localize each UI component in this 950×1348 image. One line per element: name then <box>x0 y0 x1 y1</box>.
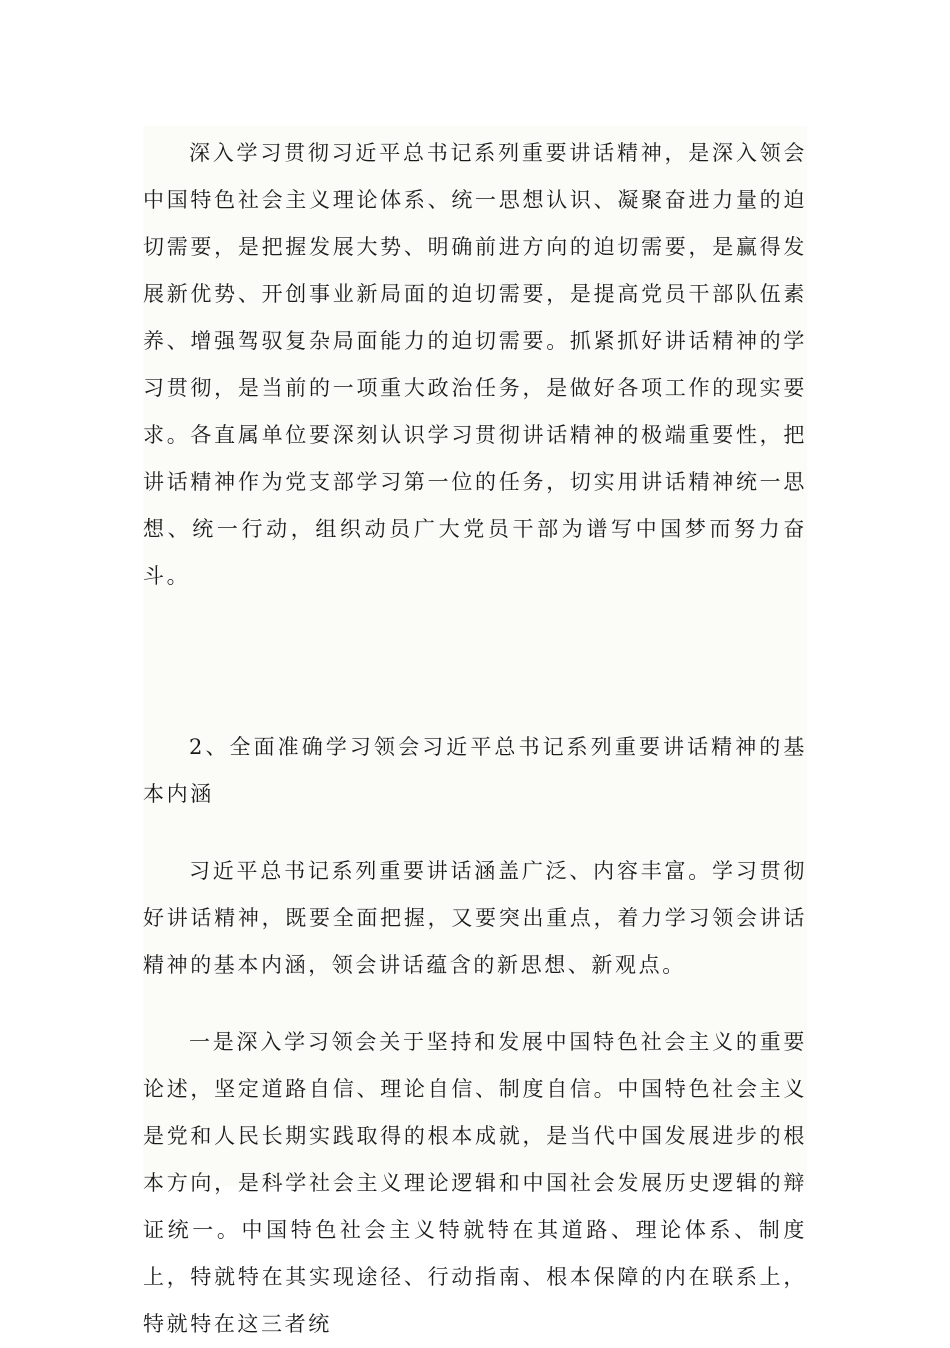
paragraph-importance: 深入学习贯彻习近平总书记系列重要讲话精神，是深入领会中国特色社会主义理论体系、统一思想认识、凝聚奋进力量的迫切需要，是把握发展大势、明确前进方向的迫切需要，是赢得发展新优势、开创事业新局面的迫切需要，是提高党员干部队伍素养、增强驾驭复杂局面能力的迫切需要。抓紧抓好讲话精神的学习贯彻，是当前的一项重大政治任务，是做好各项工作的现实要求。各直属单位要深刻认识学习贯彻讲话精神的极端重要性，把讲话精神作为党支部学习第一位的任务，切实用讲话精神统一思想、统一行动，组织动员广大党员干部为谱写中国梦而努力奋斗。 <box>143 141 807 588</box>
document-body <box>143 126 807 1336</box>
paragraph-point-one: 一是深入学习领会关于坚持和发展中国特色社会主义的重要论述，坚定道路自信、理论自信、制度自信。中国特色社会主义是党和人民长期实践取得的根本成就，是当代中国发展进步的根本方向，是科学社会主义理论逻辑和中国社会发展历史逻辑的辩证统一。中国特色社会主义特就特在其道路、理论体系、制度上，特就特在其实现途径、行动指南、根本保障的内在联系上，特就特在这三者统 <box>143 1030 807 1336</box>
paragraph-intro: 习近平总书记系列重要讲话涵盖广泛、内容丰富。学习贯彻好讲话精神，既要全面把握，又要突出重点，着力学习领会讲话精神的基本内涵，领会讲话蕴含的新思想、新观点。 <box>143 859 807 977</box>
section-heading-2: 2、全面准确学习领会习近平总书记系列重要讲话精神的基本内涵 <box>143 735 807 806</box>
